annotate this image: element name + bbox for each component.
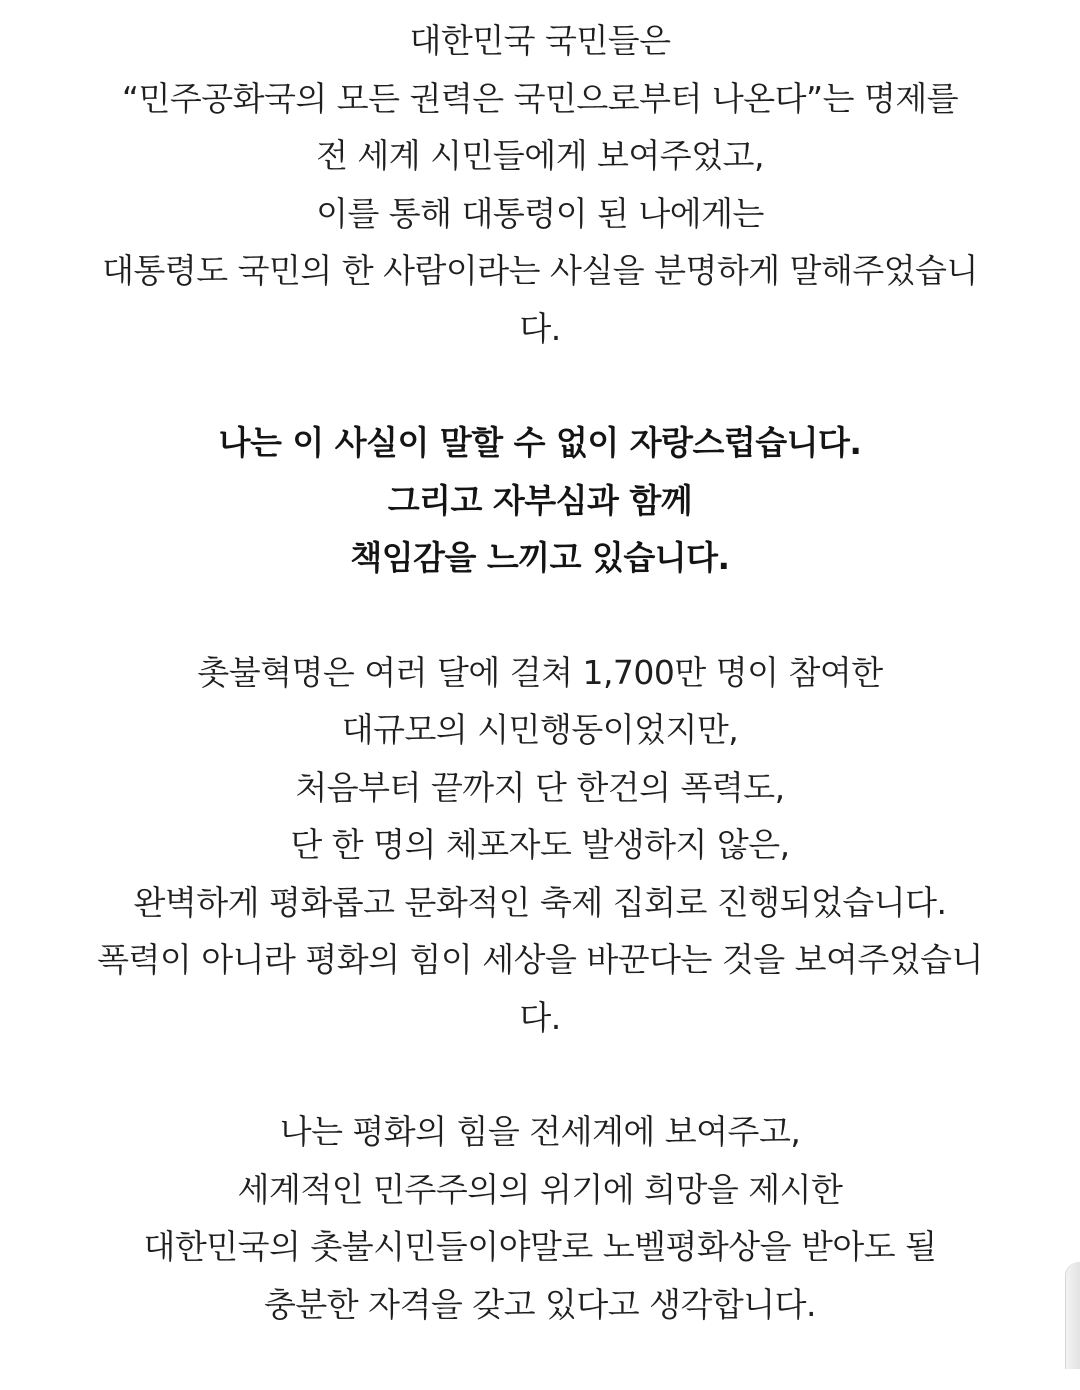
scrollbar-handle[interactable]: [1065, 1262, 1080, 1369]
paragraph-4: [0, 1103, 1080, 1333]
text-line: 촛불혁명은 여러 달에 걸쳐 1,700만 명이 참여한: [197, 652, 883, 692]
text-line: 다.: [519, 308, 561, 348]
text-line: 다.: [519, 997, 561, 1037]
text-line: 폭력이 아니라 평화의 힘이 세상을 바꾼다는 것을 보여주었습니: [97, 940, 983, 979]
text-line: 처음부터 끝까지 단 한건의 폭력도,: [295, 767, 785, 807]
bold-text-line: 그리고 자부심과 함께: [387, 480, 693, 520]
paragraph-1: [0, 12, 1080, 357]
paragraph-3: [0, 644, 1080, 1047]
text-line: 대규모의 시민행동이었지만,: [341, 710, 739, 749]
text-line: 대한민국 국민들은: [409, 21, 671, 60]
text-line: 단 한 명의 체포자도 발생하지 않은,: [290, 825, 790, 864]
paragraph-2-emphasis: [0, 414, 1080, 587]
text-line: 나는 평화의 힘을 전세계에 보여주고,: [279, 1112, 801, 1151]
text-line: 충분한 자격을 갖고 있다고 생각합니다.: [264, 1284, 816, 1324]
text-line: 이를 통해 대통령이 된 나에게는: [316, 193, 764, 233]
text-line: “민주공화국의 모든 권력은 국민으로부터 나온다”는 명제를: [121, 78, 959, 118]
text-line: 대통령도 국민의 한 사람이라는 사실을 분명하게 말해주었습니: [102, 251, 978, 290]
bold-text-line: 책임감을 느끼고 있습니다.: [350, 538, 730, 577]
text-line: 전 세계 시민들에게 보여주었고,: [316, 136, 764, 175]
speech-text: [0, 12, 1080, 1390]
bold-text-line: 나는 이 사실이 말할 수 없이 자랑스럽습니다.: [218, 423, 862, 462]
text-line: 완벽하게 평화롭고 문화적인 축제 집회로 진행되었습니다.: [133, 882, 947, 922]
text-line: 대한민국의 촛불시민들이야말로 노벨평화상을 받아도 될: [143, 1227, 937, 1266]
text-line: 세계적인 민주주의의 위기에 희망을 제시한: [237, 1169, 843, 1209]
